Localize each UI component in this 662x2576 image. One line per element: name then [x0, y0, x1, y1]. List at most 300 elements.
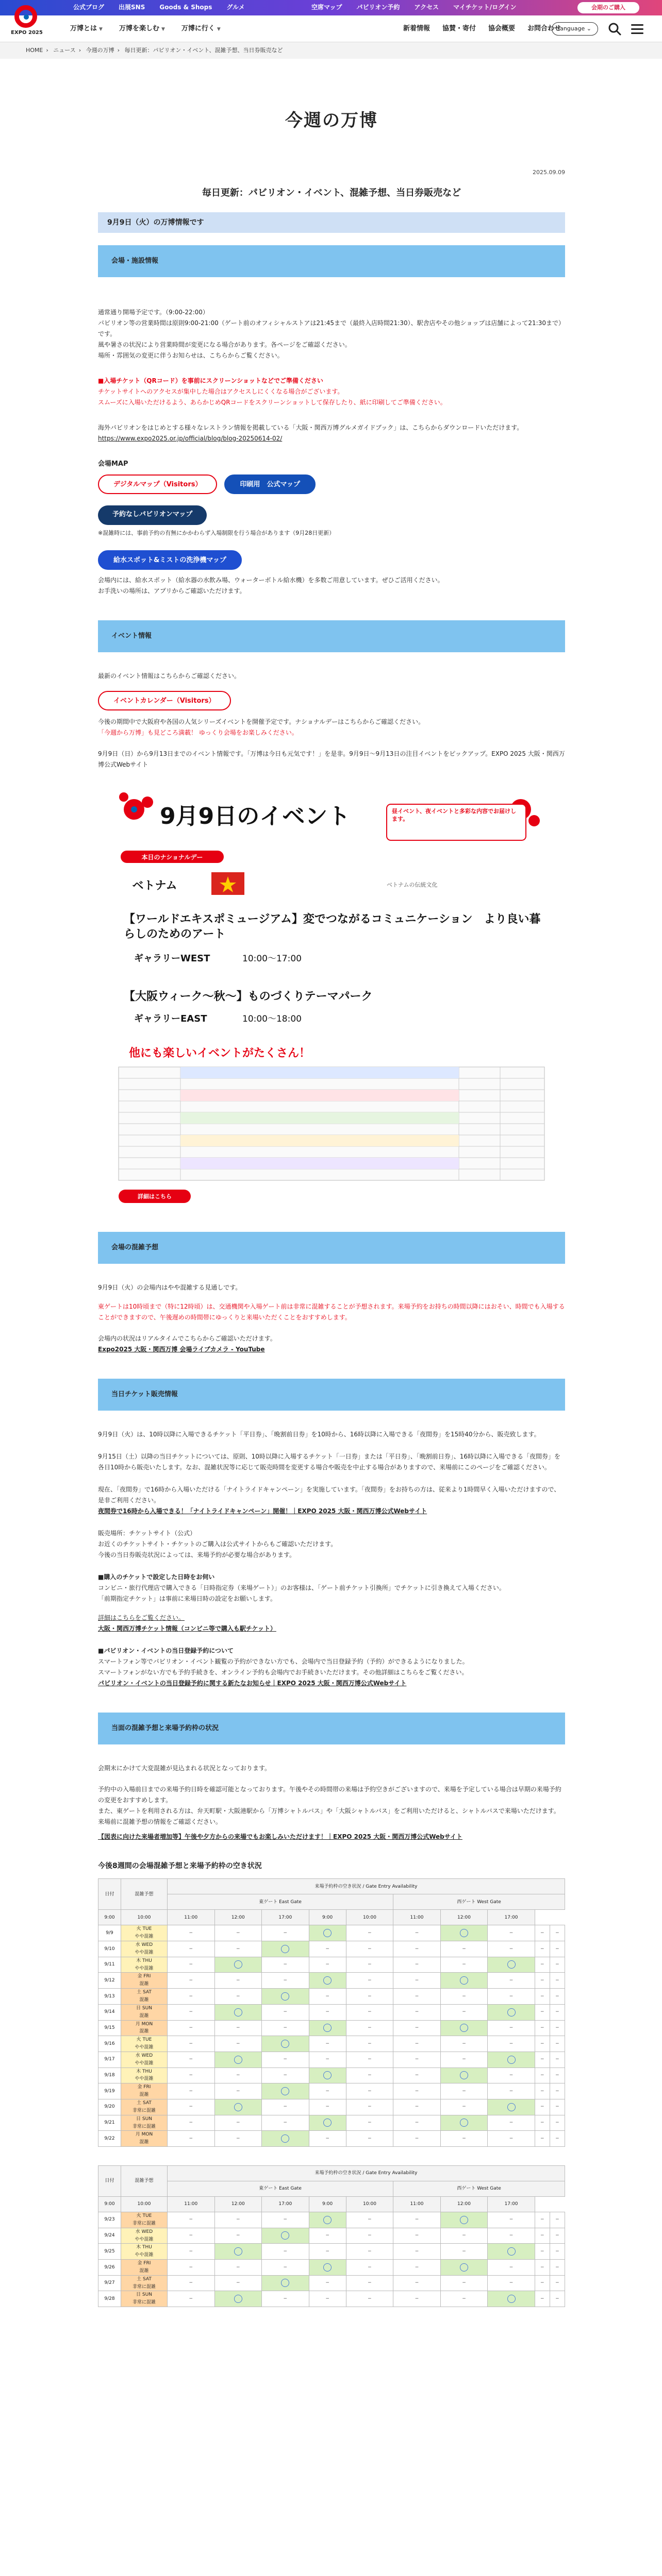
slot-available-icon: [488, 2244, 535, 2260]
slot-full: −: [440, 2228, 488, 2244]
ticket-line: 9月15日（土）以降の当日チケットについては、原則、10時以降に入場するチケット「一日券」または「平日券」、「晩割前日券」、16時以降に入場できる「夜間券」を各日10時から販売いたします。なお、混雑状況等に応じて販売時間を変更する場合や販売を中止する場合がありますので、来場前にこのページをご確認ください。: [98, 1452, 561, 1471]
slot-full: −: [214, 2020, 262, 2036]
slot-full: −: [309, 1989, 346, 2005]
poster-more: 他にも楽しいイベントがたくさん！: [129, 1046, 311, 1060]
slot-full: −: [393, 1925, 441, 1941]
table-row: [98, 2244, 565, 2260]
row-date: 9/16: [98, 2036, 121, 2052]
slot-full: −: [550, 2020, 565, 2036]
slot-header: 9:00: [309, 1910, 346, 1925]
slot-available-icon: [309, 1973, 346, 1989]
facility-note: 会場内には、給水スポット（給水器の水飲み場、ウォーターボトル給水機）を多数ご用意しています。ぜひご活用ください。: [98, 576, 444, 584]
print-map-button[interactable]: 印刷用 公式マップ: [224, 474, 315, 494]
slot-full: −: [440, 1941, 488, 1957]
crowd-line: 9月9日（火）の会場内はやや混雑する見通しです。: [98, 1283, 242, 1291]
forecast-line: 会期末にかけて大変混雑が見込まれる状況となっております。: [98, 1764, 271, 1772]
row-date: 9/18: [98, 2067, 121, 2083]
seat-map-link[interactable]: 空席マップ: [311, 4, 342, 11]
row-date: 9/24: [98, 2228, 121, 2244]
row-dow: 月 MON 混雑: [121, 2020, 168, 2036]
slot-full: −: [346, 2099, 393, 2115]
schedule-grid: [119, 1067, 544, 1180]
slot-full: −: [535, 2052, 550, 2067]
map-buttons: [98, 474, 565, 494]
slot-available-icon: [262, 1989, 309, 2005]
row-dow: 日 SUN 混雑: [121, 2004, 168, 2020]
row-dow: 木 THU やや混雑: [121, 2244, 168, 2260]
slot-full: −: [440, 1957, 488, 1973]
slot-full: −: [550, 2067, 565, 2083]
forecast-line: 来場前に混雑予想の情報をご確認ください。: [98, 1818, 222, 1825]
slot-full: −: [535, 2067, 550, 2083]
slot-available-icon: [262, 2083, 309, 2099]
slot-full: −: [309, 2228, 346, 2244]
slot-full: −: [393, 2020, 441, 2036]
slot-full: −: [393, 1957, 441, 1973]
publish-date: 2025.09.09: [533, 169, 565, 176]
slot-full: −: [393, 2036, 441, 2052]
col-date: 日付: [98, 2166, 121, 2197]
nav-sponsor[interactable]: 協賛・寄付: [442, 25, 476, 33]
slot-full: −: [309, 2244, 346, 2260]
slot-full: −: [488, 2275, 535, 2291]
nav-news[interactable]: 新着情報: [403, 25, 431, 33]
row-dow: 水 WED やや混雑: [121, 2052, 168, 2067]
slot-full: −: [214, 1925, 262, 1941]
slot-full: −: [262, 2099, 309, 2115]
ticket-detail-link[interactable]: 詳細はこちらをご覧ください。: [98, 1614, 185, 1621]
gourmet-link[interactable]: https://www.expo2025.or.jp/official/blog/blog-20250614-02/: [98, 434, 283, 442]
event-calendar-row: [98, 691, 565, 710]
poster-graphic: [98, 784, 565, 1211]
col-west: 西ゲート West Gate: [393, 1894, 565, 1910]
slot-header: 11:00: [393, 2197, 441, 2212]
slot-full: −: [393, 2099, 441, 2115]
slot-available-icon: [440, 2067, 488, 2083]
forecast-link[interactable]: 【図表に向けた来場者増加等】午後や夕方からの来場でもお楽しみいただけます！｜EXPO 2025 大阪・関西万博公式Webサイト: [98, 1833, 462, 1840]
table-row: [98, 2260, 565, 2276]
slot-full: −: [393, 2275, 441, 2291]
slot-full: −: [550, 2004, 565, 2020]
logo-eye-icon: [24, 14, 29, 20]
slot-header: 10:00: [346, 1910, 393, 1925]
table-title: 今後8週間の会場混雑予想と来場予約枠の空き状況: [98, 1861, 262, 1870]
forecast-line: 予約中の入場前日までの来場予約日時を確認可能となっております。午後やその時間帯の来場は予約空きがございますので、来場を予定している場合は早期の来場予約の変更をおすすめします。: [98, 1785, 561, 1804]
section-event-heading: イベント情報: [98, 620, 565, 652]
nav-association[interactable]: 協会概要: [488, 25, 516, 33]
slot-full: −: [214, 2067, 262, 2083]
row-dow: 火 TUE やや混雑: [121, 1925, 168, 1941]
slot-header: 17:00: [262, 1910, 309, 1925]
slot-available-icon: [488, 2004, 535, 2020]
event-line: 「今週から万博」も見どころ満載！ ゆっくり会場をお楽しみください。: [98, 728, 298, 736]
table-row: [98, 2067, 565, 2083]
slot-available-icon: [440, 2260, 488, 2276]
table-row: [98, 2036, 565, 2052]
slot-available-icon: [440, 2115, 488, 2131]
availability-table-2: [98, 2165, 565, 2307]
slot-header: 9:00: [98, 1910, 121, 1925]
slot-full: −: [346, 2115, 393, 2131]
country-note: ベトナムの伝統文化: [387, 881, 438, 888]
table-row: [98, 1957, 565, 1973]
sub-header: [0, 15, 662, 42]
slot-full: −: [535, 2004, 550, 2020]
row-date: 9/20: [98, 2099, 121, 2115]
expo-logo[interactable]: [9, 3, 44, 45]
breadcrumb-home[interactable]: HOME: [26, 47, 43, 54]
row-date: 9/27: [98, 2275, 121, 2291]
slot-full: −: [214, 1941, 262, 1957]
event1-venue: ギャラリーWEST: [134, 953, 210, 964]
slot-full: −: [168, 2020, 215, 2036]
slot-available-icon: [262, 2275, 309, 2291]
venue-line: 通常通り開場予定です。（9:00-22:00）: [98, 308, 209, 316]
slot-full: −: [168, 2131, 215, 2147]
section-forecast-heading: 当面の混雑予想と来場予約枠の状況: [98, 1713, 565, 1744]
slot-available-icon: [488, 2052, 535, 2067]
slot-full: −: [309, 2099, 346, 2115]
hamburger-menu-icon[interactable]: [630, 22, 644, 36]
slot-available-icon: [309, 1925, 346, 1941]
event-line: 今後の期間中で大阪府や各国の人気シリーズイベントを開催予定です。ナショナルデーはこちらからご確認ください。: [98, 718, 425, 725]
row-dow: 水 WED やや混雑: [121, 2228, 168, 2244]
slot-full: −: [535, 2291, 550, 2307]
slot-full: −: [550, 2083, 565, 2099]
slot-available-icon: [214, 1957, 262, 1973]
venue-line: パビリオン等の営業時間は原則9:00-21:00（ゲート前のオフィシャルストアは21:45まで（最終入店時間21:30）、駅舎店やその他ショップは店舗によって21:30まで）です。: [98, 319, 565, 337]
slot-available-icon: [488, 2099, 535, 2115]
slot-available-icon: [214, 2291, 262, 2307]
slot-full: −: [346, 2260, 393, 2276]
slot-available-icon: [488, 1957, 535, 1973]
slot-full: −: [346, 2244, 393, 2260]
slot-full: −: [535, 2036, 550, 2052]
slot-full: −: [535, 1973, 550, 1989]
slot-full: −: [262, 2067, 309, 2083]
slot-full: −: [550, 2115, 565, 2131]
poster-title: 9月9日のイベント: [160, 803, 351, 829]
slot-full: −: [550, 2131, 565, 2147]
availability-table: [98, 1878, 565, 2147]
crowd-after: 会場内の状況はリアルタイムでこちらからご確認いただけます。: [98, 1334, 276, 1342]
slot-full: −: [346, 2083, 393, 2099]
row-dow: 金 FRI 混雑: [121, 1973, 168, 1989]
water-map-button[interactable]: 給水スポット&ミストの洗浄機マップ: [98, 550, 242, 570]
table-row: [98, 2099, 565, 2115]
table-row: [98, 1989, 565, 2005]
pavilion-booking-heading: ■パビリオン・イベントの当日登録予約について: [98, 1647, 234, 1654]
slot-full: −: [309, 2004, 346, 2020]
slot-full: −: [535, 2131, 550, 2147]
slot-available-icon: [440, 2212, 488, 2228]
slot-full: −: [393, 1973, 441, 1989]
section-ticket-heading: 当日チケット販売情報: [98, 1379, 565, 1411]
breadcrumb-news[interactable]: ニュース: [53, 47, 76, 54]
forecast-line: また、東ゲートを利用される方は、弁天町駅・大阪港駅から「万博シャトルバス」や「大阪シャトルバス」をご利用いただけると、シャトルバスで来場いただけます。: [98, 1807, 560, 1815]
slot-full: −: [535, 2260, 550, 2276]
slot-full: −: [440, 2275, 488, 2291]
national-day-label: 本日のナショナルデー: [141, 853, 203, 861]
table-row: [98, 2212, 565, 2228]
row-date: 9/15: [98, 2020, 121, 2036]
slot-full: −: [346, 2020, 393, 2036]
slot-full: −: [535, 1925, 550, 1941]
col-level: 混雑予想: [121, 2166, 168, 2197]
slot-full: −: [168, 2052, 215, 2067]
row-dow: 日 SUN 非常に混雑: [121, 2291, 168, 2307]
row-date: 9/22: [98, 2131, 121, 2147]
table-row: [98, 1941, 565, 1957]
slot-full: −: [262, 1957, 309, 1973]
slot-full: −: [488, 2083, 535, 2099]
slot-full: −: [440, 1989, 488, 2005]
slot-full: −: [550, 2244, 565, 2260]
nav-contact[interactable]: お問合わせ: [527, 25, 561, 33]
slot-full: −: [550, 1941, 565, 1957]
slot-available-icon: [309, 2067, 346, 2083]
breadcrumb: HOME › ニュース › 今週の万博 › 毎日更新：パビリオン・イベント、混雑予想、当日券販売など: [0, 42, 662, 59]
slot-available-icon: [214, 2099, 262, 2115]
slot-full: −: [214, 2275, 262, 2291]
language-select[interactable]: language ⌄: [552, 22, 598, 36]
slot-header: 12:00: [440, 1910, 488, 1925]
slot-full: −: [214, 2228, 262, 2244]
top-right-nav: [304, 0, 524, 15]
slot-full: −: [168, 2067, 215, 2083]
slot-full: −: [393, 2083, 441, 2099]
ticket-warning-line: ■入場チケット（QRコード）を事前にスクリーンショットなどでご準備ください: [98, 377, 323, 384]
slot-full: −: [550, 2275, 565, 2291]
slot-full: −: [309, 1941, 346, 1957]
slot-full: −: [346, 2275, 393, 2291]
venue-info: [98, 307, 565, 361]
table-row: [98, 2020, 565, 2036]
table-row: [98, 2228, 565, 2244]
main-content: [98, 59, 565, 2307]
no-reservation-map-button[interactable]: 予約なしパビリオンマップ: [98, 505, 207, 525]
ticket-more: 「前期指定チケット」は事前に来場日時の設定をお願いします。: [98, 1595, 276, 1602]
slot-available-icon: [214, 2004, 262, 2020]
section-crowd-heading: 会場の混雑予想: [98, 1232, 565, 1264]
slot-full: −: [488, 2115, 535, 2131]
row-dow: 土 SAT 非常に混雑: [121, 2275, 168, 2291]
digital-map-button[interactable]: デジタルマップ（Visitors）: [98, 474, 217, 494]
pavilion-booking-link[interactable]: パビリオン・イベントの当日登録予約に関する新たなお知らせ｜EXPO 2025 大阪・関西万博公式Webサイト: [98, 1679, 407, 1687]
slot-available-icon: [309, 2020, 346, 2036]
slot-full: −: [393, 2052, 441, 2067]
day-bar: 9月9日（火）の万博情報です: [98, 212, 565, 233]
slot-full: −: [550, 1989, 565, 2005]
slot-full: −: [535, 2099, 550, 2115]
ticket-info-link[interactable]: 大阪・関西万博チケット情報（コンビニ等で購入も駅チケット）: [98, 1624, 276, 1632]
chevron-down-icon: ▼: [217, 27, 221, 32]
buy-ticket-button[interactable]: 会期のご購入: [577, 2, 639, 13]
slot-full: −: [168, 1973, 215, 1989]
slot-full: −: [168, 1925, 215, 1941]
slot-full: −: [393, 2244, 441, 2260]
country-name: ベトナム: [132, 879, 177, 892]
slot-full: −: [168, 2212, 215, 2228]
slot-full: −: [214, 2036, 262, 2052]
venue-line: 風や暑さの状況により営業時間が変更になる場合があります。各ページをご確認ください。: [98, 341, 351, 348]
slot-available-icon: [440, 1925, 488, 1941]
slot-available-icon: [262, 2228, 309, 2244]
row-date: 9/25: [98, 2244, 121, 2260]
slot-full: −: [262, 2020, 309, 2036]
event-calendar-button[interactable]: イベントカレンダー（Visitors）: [98, 691, 231, 710]
slot-full: −: [346, 1989, 393, 2005]
table-row: [98, 2052, 565, 2067]
slot-full: −: [346, 2004, 393, 2020]
slot-full: −: [346, 2228, 393, 2244]
event-intro: 最新のイベント情報はこちらからご確認ください。: [98, 672, 241, 680]
top-nav-blog[interactable]: 公式ブログ: [73, 4, 105, 11]
event1-time: 10:00〜17:00: [242, 953, 302, 964]
slot-available-icon: [440, 2020, 488, 2036]
chevron-down-icon: ▼: [99, 27, 103, 32]
prebook-note: ※混雑時には、事前予約の有無にかかわらず入場制限を行う場合があります（9月28日更新）: [98, 529, 335, 536]
row-dow: 土 SAT 混雑: [121, 1989, 168, 2005]
main-nav: [62, 15, 229, 42]
slot-full: −: [488, 2228, 535, 2244]
col-level: 混雑予想: [121, 1879, 168, 1910]
slot-full: −: [535, 2083, 550, 2099]
slot-full: −: [262, 2291, 309, 2307]
search-icon[interactable]: [606, 21, 623, 37]
night-campaign-link[interactable]: 夜間券で16時から入場できる！「ナイトライドキャンペーン」開催！｜EXPO 2025 大阪・関西万博公式Webサイト: [98, 1507, 427, 1515]
breadcrumb-current: 毎日更新：パビリオン・イベント、混雑予想、当日券販売など: [124, 47, 283, 54]
top-nav-goods[interactable]: Goods & Shops: [159, 4, 212, 11]
slot-full: −: [535, 2212, 550, 2228]
slot-full: −: [309, 2036, 346, 2052]
slot-header: 12:00: [440, 2197, 488, 2212]
slot-full: −: [535, 2244, 550, 2260]
ticket-line: お近くのチケットサイト・チケットのご購入は公式サイトからもご確認いただけます。: [98, 1540, 337, 1548]
slot-full: −: [214, 1973, 262, 1989]
slot-full: −: [535, 2228, 550, 2244]
facility-note: お手洗いの場所は、アプリからご確認いただけます。: [98, 587, 246, 595]
slot-full: −: [535, 1957, 550, 1973]
page-lead: 毎日更新：パビリオン・イベント、混雑予想、当日券販売など: [202, 188, 461, 199]
col-top: 来場予約枠の空き状況 / Gate Entry Availability: [168, 1879, 565, 1894]
slot-full: −: [309, 1957, 346, 1973]
row-date: 9/26: [98, 2260, 121, 2276]
slot-full: −: [309, 2083, 346, 2099]
slot-full: −: [168, 1989, 215, 2005]
slot-available-icon: [262, 2131, 309, 2147]
slot-full: −: [168, 2260, 215, 2276]
slot-header: 10:00: [121, 1910, 168, 1925]
event-poster[interactable]: [98, 784, 565, 1211]
slot-available-icon: [214, 2052, 262, 2067]
table-row: [98, 2275, 565, 2291]
ticket-line: 販売場所：チケットサイト（公式）: [98, 1529, 196, 1537]
slot-full: −: [535, 2115, 550, 2131]
slot-available-icon: [309, 2115, 346, 2131]
page-title: 今週の万博: [285, 110, 378, 131]
event2-time: 10:00〜18:00: [242, 1013, 302, 1024]
slot-full: −: [309, 2052, 346, 2067]
slot-full: −: [214, 2115, 262, 2131]
logo-text: EXPO 2025: [11, 30, 43, 36]
slot-full: −: [168, 2244, 215, 2260]
facility-block: [98, 550, 565, 597]
slot-full: −: [550, 2291, 565, 2307]
section-venue-heading: 会場・施設情報: [98, 245, 565, 277]
row-date: 9/13: [98, 1989, 121, 2005]
slot-full: −: [393, 2115, 441, 2131]
slot-full: −: [488, 2036, 535, 2052]
live-camera-link[interactable]: Expo2025 大阪・関西万博 会場ライブカメラ - YouTube: [98, 1345, 265, 1353]
slot-header: 17:00: [488, 1910, 535, 1925]
slot-full: −: [488, 2260, 535, 2276]
nav-about-expo[interactable]: 万博とは ▼: [70, 25, 103, 33]
slot-full: −: [393, 2004, 441, 2020]
slot-full: −: [346, 1973, 393, 1989]
breadcrumb-weekly[interactable]: 今週の万博: [86, 47, 114, 54]
slot-full: −: [168, 2004, 215, 2020]
col-east: 東ゲート East Gate: [168, 1894, 393, 1910]
nav-enjoy-expo[interactable]: 万博を楽しむ ▼: [119, 25, 165, 33]
slot-full: −: [550, 2099, 565, 2115]
slot-full: −: [550, 2228, 565, 2244]
row-date: 9/28: [98, 2291, 121, 2307]
access-link[interactable]: アクセス: [414, 4, 439, 11]
slot-full: −: [168, 1957, 215, 1973]
slot-full: −: [440, 2099, 488, 2115]
slot-full: −: [393, 1989, 441, 2005]
slot-full: −: [393, 2131, 441, 2147]
row-date: 9/10: [98, 1941, 121, 1957]
slot-full: −: [168, 2228, 215, 2244]
row-dow: 火 TUE 非常に混雑: [121, 2212, 168, 2228]
slot-full: −: [488, 2212, 535, 2228]
slot-full: −: [262, 1973, 309, 1989]
event-caption: 9月9日（日）から9月13日までのイベント情報です。「万博は今日も元気です！」を是非。9月9日〜9月13日の注目イベントをピックアップ。EXPO 2025 大阪・関西万博公式Webサイト: [98, 750, 565, 768]
row-dow: 金 FRI 混雑: [121, 2260, 168, 2276]
venue-line: 場所・雰囲気の変更に伴うお知らせは、こちらからご覧ください。: [98, 351, 284, 359]
pavilion-reserve-link[interactable]: パビリオン予約: [356, 4, 400, 11]
top-nav-gourmet[interactable]: グルメ: [226, 4, 245, 11]
slot-full: −: [550, 2212, 565, 2228]
slot-full: −: [440, 2083, 488, 2099]
slot-full: −: [168, 1941, 215, 1957]
event2-venue: ギャラリーEAST: [134, 1013, 207, 1024]
slot-full: −: [440, 2131, 488, 2147]
slot-header: 12:00: [214, 2197, 262, 2212]
slot-full: −: [262, 2260, 309, 2276]
slot-full: −: [550, 1925, 565, 1941]
poster-detail-badge[interactable]: 詳細はこちら: [138, 1193, 172, 1200]
sub-right-nav: [397, 15, 567, 42]
slot-full: −: [393, 2212, 441, 2228]
slot-full: −: [346, 1941, 393, 1957]
slot-full: −: [262, 2115, 309, 2131]
slot-available-icon: [488, 2291, 535, 2307]
table-row: [98, 1973, 565, 1989]
nav-go-expo[interactable]: 万博に行く ▼: [181, 25, 221, 33]
slot-full: −: [262, 2004, 309, 2020]
ticket-warning: [98, 376, 565, 408]
slot-full: −: [550, 1957, 565, 1973]
table-row: [98, 2004, 565, 2020]
top-nav-sns[interactable]: 出展SNS: [119, 4, 145, 11]
slot-full: −: [168, 2099, 215, 2115]
table-row: [98, 2115, 565, 2131]
my-ticket-link[interactable]: マイチケット/ログイン: [453, 4, 517, 11]
slot-full: −: [168, 2083, 215, 2099]
